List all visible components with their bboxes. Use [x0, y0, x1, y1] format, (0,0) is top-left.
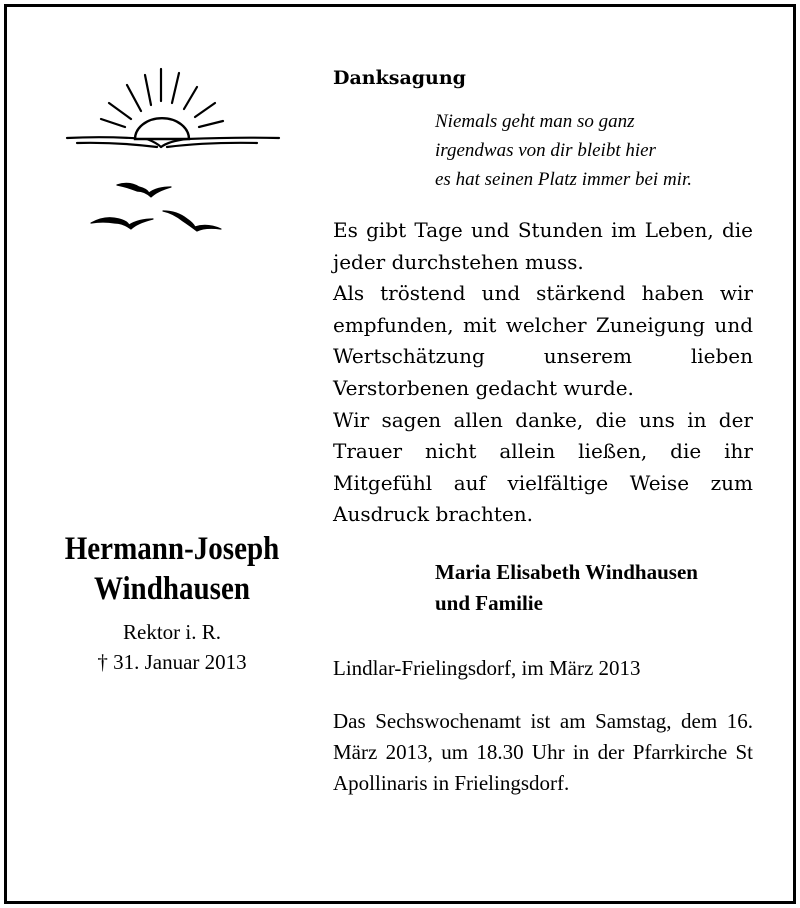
- deceased-info: [27, 529, 317, 677]
- death-date: † 31. Januar 2013: [97, 650, 247, 674]
- place-date: Lindlar-Frielingsdorf, im März 2013: [333, 655, 641, 680]
- signature: [435, 557, 753, 619]
- deceased-last-name: Windhausen: [93, 571, 251, 607]
- mass-notice: [333, 706, 753, 799]
- deceased-title: Rektor i. R.: [123, 620, 221, 644]
- body-paragraph: Als tröstend und stärkend haben wir empfunden, mit welcher Zuneigung und Wertschätzung unserem lieben Verstorbenen gedacht wurde.: [333, 281, 753, 400]
- body-paragraph: Wir sagen allen danke, die uns in der Trauer nicht allein ließen, die ihr Mitgefühl auf vielfältige Weise zum Ausdruck brachten.: [333, 407, 753, 527]
- poem: [435, 107, 753, 194]
- deceased-first-name: Hermann-Joseph: [64, 531, 280, 567]
- body-paragraph: Es gibt Tage und Stunden im Leben, die jeder durchstehen muss.: [333, 218, 753, 274]
- poem-line: irgendwas von dir bleibt hier: [435, 140, 656, 161]
- heading: Danksagung: [333, 67, 466, 89]
- sunset-with-birds-icon: [57, 63, 287, 243]
- poem-line: es hat seinen Platz immer bei mir.: [435, 169, 693, 190]
- signature-line: Maria Elisabeth Windhausen: [435, 559, 698, 584]
- notice-text: Das Sechswochenamt ist am Samstag, dem 16. März 2013, um 18.30 Uhr in der Pfarrkirche St Apollinaris in Frielingsdorf.: [333, 708, 753, 795]
- poem-line: Niemals geht man so ganz: [435, 111, 635, 132]
- thank-you-text: [333, 215, 753, 531]
- signature-line: und Familie: [435, 590, 543, 615]
- acknowledgement-column: [333, 63, 753, 799]
- obituary-card: [4, 4, 796, 904]
